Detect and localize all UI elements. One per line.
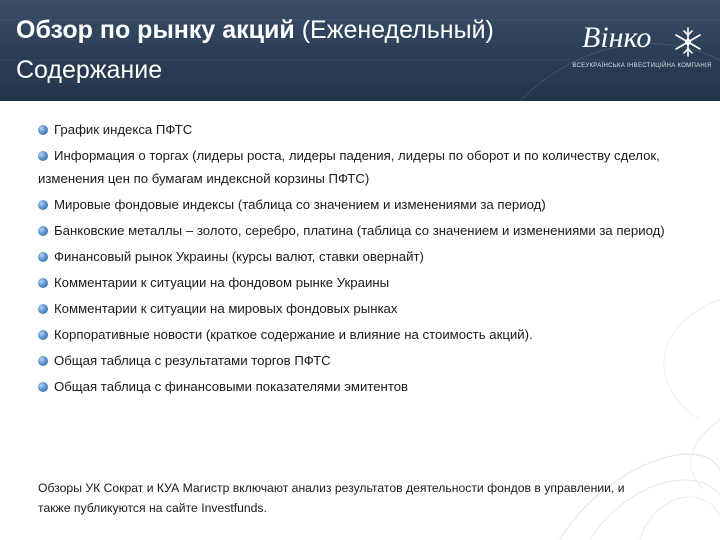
bullet-icon — [38, 151, 48, 161]
list-item-text: График индекса ПФТС — [54, 122, 193, 137]
bullet-icon — [38, 382, 48, 392]
bullet-icon — [38, 278, 48, 288]
list-item-text: Корпоративные новости (краткое содержание и влияние на стоимость акций). — [54, 327, 533, 342]
page-title — [16, 12, 494, 48]
footer-note: Обзоры УК Сократ и КУА Магистр включают анализ результатов деятельности фондов в управлении, и также публикуются на сайте Investfunds. — [38, 481, 625, 515]
list-item-text: Информация о торгах (лидеры роста, лидеры падения, лидеры по оборот и по количеству сделок, изменения цен по бумагам индексной корзины ПФТС) — [38, 148, 660, 186]
snowflake-icon — [672, 26, 704, 58]
list-item — [38, 118, 668, 141]
logo-tagline: ВСЕУКРАЇНСЬКА ІНВЕСТИЦІЙНА КОМПАНІЯ — [572, 63, 712, 69]
list-item — [38, 219, 668, 242]
company-logo — [572, 18, 712, 84]
contents-list — [38, 118, 668, 401]
list-item-text: Общая таблица с финансовыми показателями эмитентов — [54, 379, 409, 394]
title-rest: (Еженедельный) — [301, 16, 494, 44]
list-item-text: Финансовый рынок Украины (курсы валют, ставки овернайт) — [54, 249, 424, 264]
list-item-text: Комментарии к ситуации на фондовом рынке Украины — [54, 275, 390, 290]
bullet-icon — [38, 200, 48, 210]
list-item — [38, 245, 668, 268]
title-bold: Обзор по рынку акций — [16, 16, 295, 44]
list-item — [38, 144, 668, 190]
list-item — [38, 297, 668, 320]
header-banner — [0, 0, 720, 101]
bullet-icon — [38, 304, 48, 314]
bullet-icon — [38, 330, 48, 340]
list-item — [38, 349, 668, 372]
list-item-text: Банковские металлы – золото, серебро, платина (таблица со значением и изменениями за период) — [54, 223, 665, 238]
page-subtitle: Содержание — [16, 56, 163, 84]
list-item — [38, 375, 668, 398]
bullet-icon — [38, 125, 48, 135]
list-item — [38, 271, 668, 294]
list-item-text: Общая таблица с результатами торгов ПФТС — [54, 353, 331, 368]
bullet-icon — [38, 252, 48, 262]
list-item — [38, 323, 668, 346]
list-item-text: Мировые фондовые индексы (таблица со значением и изменениями за период) — [54, 197, 546, 212]
list-item-text: Комментарии к ситуации на мировых фондовых рынках — [54, 301, 398, 316]
bullet-icon — [38, 356, 48, 366]
bullet-icon — [38, 226, 48, 236]
logo-wordmark: Вінко — [582, 21, 652, 54]
list-item — [38, 193, 668, 216]
